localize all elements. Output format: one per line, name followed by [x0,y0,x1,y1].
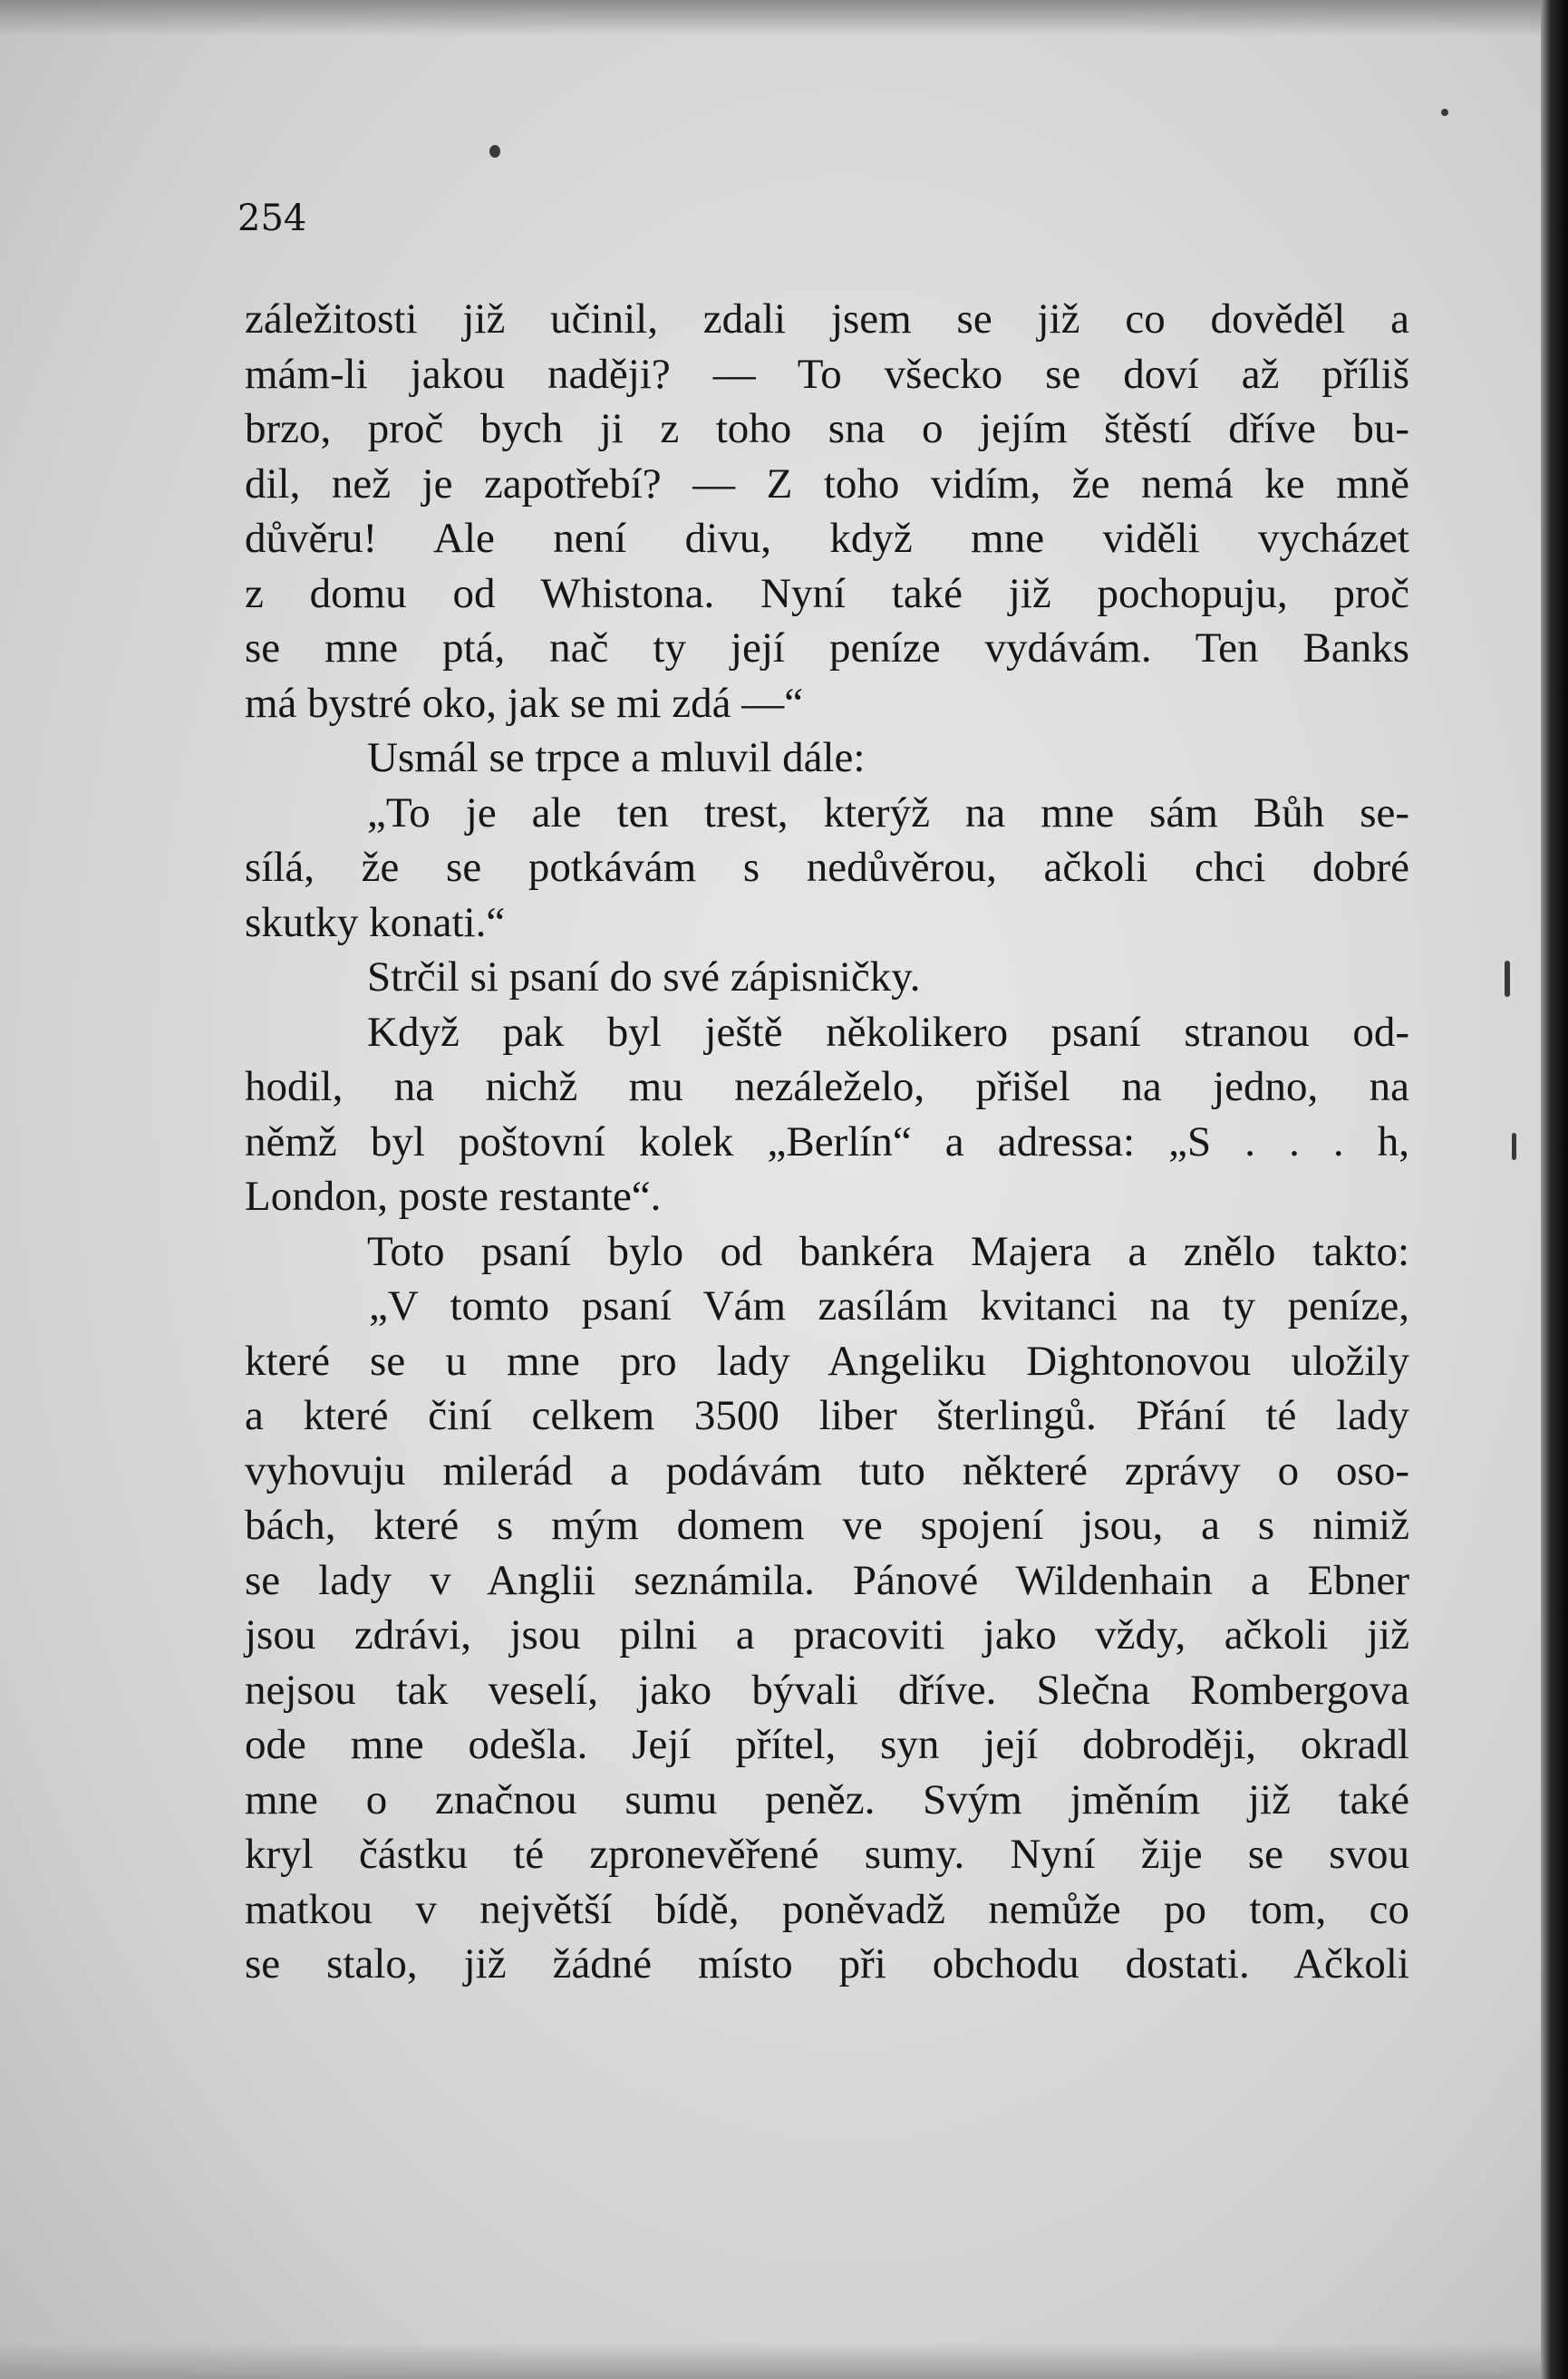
paragraph-start: „V tomto psaní Vám zasílám kvitanci na ty peníze, [369,1282,1409,1330]
text-line: London, poste restante“. [245,1173,662,1220]
body-text [245,292,1409,1992]
text-line: záležitosti již učinil, zdali jsem se již co dověděl a [245,295,1409,343]
page-bottom-shadow [0,2343,1541,2379]
text-line: hodil, na nichž mu nezáleželo, přišel na jedno, na [245,1063,1409,1110]
page-top-shadow [0,0,1541,36]
text-line: které se u mne pro lady Angeliku Dightonovou uložily [245,1337,1409,1385]
ink-speck [1505,961,1510,997]
text-line: mám-li jakou naději? — To všecko se doví až příliš [245,350,1409,398]
book-binding-edge [1541,0,1568,2379]
text-line: vyhovuju milerád a podávám tuto některé zprávy o oso- [245,1446,1409,1494]
text-line: se mne ptá, nač ty její peníze vydávám. Ten Banks [245,624,1409,672]
text-line: se lady v Anglii seznámila. Pánové Wildenhain a Ebner [245,1556,1409,1604]
text-line: mne o značnou sumu peněz. Svým jměním již také [245,1775,1409,1823]
paragraph-start: Toto psaní bylo od bankéra Majera a znělo takto: [367,1227,1409,1275]
text-line: důvěru! Ale není divu, když mne viděli vycházet [245,515,1409,562]
text-line: z domu od Whistona. Nyní také již pochopuju, proč [245,569,1409,617]
paragraph-start: Když pak byl ještě několikero psaní stranou od- [367,1008,1409,1056]
text-line: skutky konati.“ [245,898,506,946]
text-line: dil, než je zapotřebí? — Z toho vidím, že nemá ke mně [245,459,1409,508]
text-line: brzo, proč bych ji z toho sna o jejím štěstí dříve bu- [245,405,1409,452]
text-line: matkou v největší bídě, poněvadž nemůže po tom, co [245,1885,1409,1933]
text-line: se stalo, již žádné místo při obchodu dostati. Ačkoli [245,1940,1409,1987]
text-line: kryl částku té zpronevěřené sumy. Nyní žije se svou [245,1831,1409,1878]
text-line: nejsou tak veselí, jako bývali dříve. Slečna Rombergova [245,1666,1409,1714]
text-line: a které činí celkem 3500 liber šterlingů. Přání té lady [245,1392,1409,1439]
ink-speck [489,145,500,158]
text-line: ode mne odešla. Její přítel, syn její dobroději, okradl [245,1721,1409,1768]
text-line: němž byl poštovní kolek „Berlín“ a adressa: „S . . . h, [245,1117,1409,1165]
text-line: bách, které s mým domem ve spojení jsou, a s nimiž [245,1502,1409,1549]
text-line: sílá, že se potkávám s nedůvěrou, ačkoli chci dobré [245,844,1409,891]
text-line: jsou zdrávi, jsou pilni a pracoviti jako vždy, ačkoli již [245,1611,1409,1659]
text-line: má bystré oko, jak se mi zdá —“ [245,679,804,727]
paragraph-start: Strčil si psaní do své zápisničky. [367,953,921,1001]
paragraph-start: „To je ale ten trest, kterýž na mne sám Bůh se- [367,788,1409,837]
ink-speck [1441,109,1448,116]
paragraph-start: Usmál se trpce a mluvil dále: [367,734,866,781]
page-number: 254 [237,198,307,239]
ink-speck [1512,1133,1516,1160]
